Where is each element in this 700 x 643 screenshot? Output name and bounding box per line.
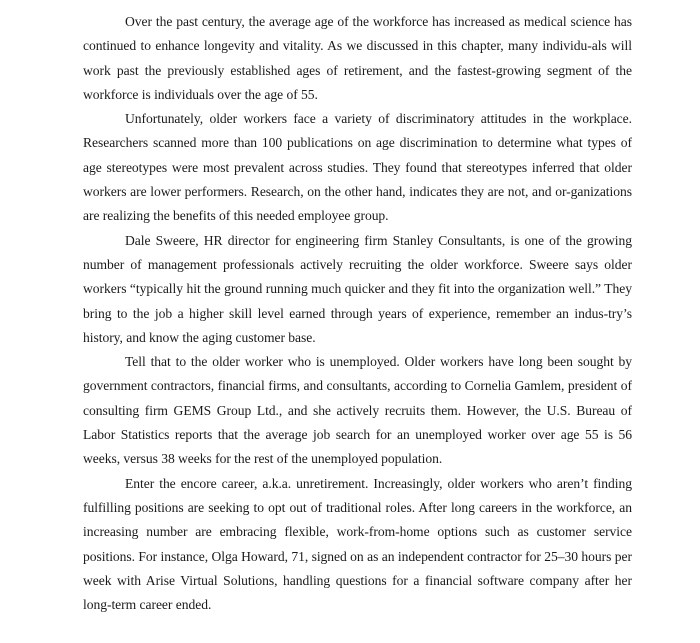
paragraph-1: Over the past century, the average age of the workforce has increased as medical science has continued to enhance longevity and vitality. As we discussed in this chapter, many individu-als will work past the previously established ages of retirement, and the fastest-growing segment of the workforce is individuals over the age of 55. [83,14,632,102]
paragraph-3: Dale Sweere, HR director for engineering firm Stanley Consultants, is one of the growing number of management professionals actively recruiting the older workforce. Sweere says older workers “typically hit the ground running much quicker and they fit into the organization well.” They bring to the job a higher skill level earned through years of experience, remember an indus-try’s history, and know the aging customer base. [83,232,632,345]
document-page [83,10,632,617]
paragraph-4: Tell that to the older worker who is unemployed. Older workers have long been sought by government contractors, financial firms, and consultants, according to Cornelia Gamlem, president of consulting firm GEMS Group Ltd., and she actively recruits them. However, the U.S. Bureau of Labor Statistics reports that the average job search for an unemployed worker over age 55 is 56 weeks, versus 38 weeks for the rest of the unemployed population. [83,354,632,467]
paragraph-2: Unfortunately, older workers face a variety of discriminatory attitudes in the workplace. Researchers scanned more than 100 publications on age discrimination to determine what types of age stereotypes were most prevalent across studies. They found that stereotypes inferred that older workers are lower performers. Research, on the other hand, indicates they are not, and or-ganizations are realizing the benefits of this needed employee group. [83,111,632,224]
paragraph-5: Enter the encore career, a.k.a. unretirement. Increasingly, older workers who aren’t finding fulfilling positions are seeking to opt out of traditional roles. After long careers in the workforce, an increasing number are embracing flexible, work-from-home options such as customer service positions. For instance, Olga Howard, 71, signed on as an independent contractor for 25–30 hours per week with Arise Virtual Solutions, handling questions for a financial software company after her long-term career ended. [83,475,632,613]
